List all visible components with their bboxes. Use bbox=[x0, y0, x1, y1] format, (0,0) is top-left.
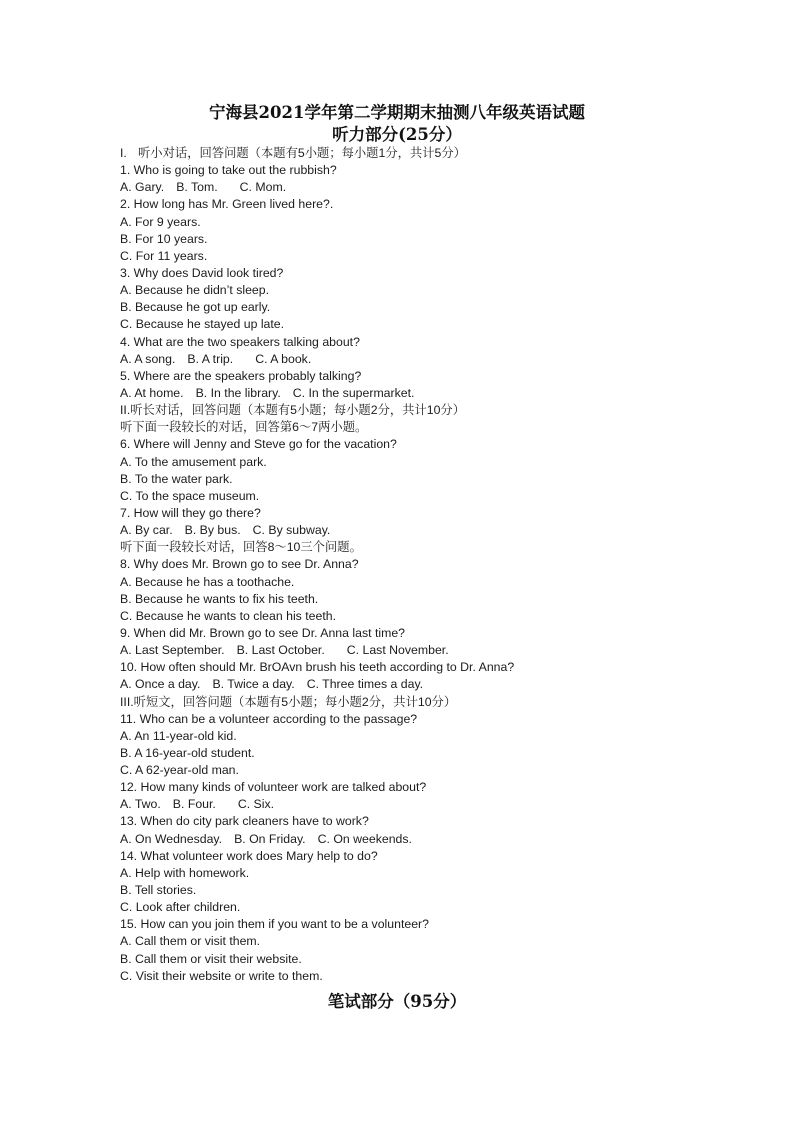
option-b: B. On Friday. bbox=[234, 831, 306, 846]
question-6: 6. Where will Jenny and Steve go for the vacation? bbox=[120, 437, 397, 452]
option-b: B. Call them or visit their website. bbox=[120, 951, 302, 966]
option-b: B. Twice a day. bbox=[212, 677, 295, 692]
option-a: A. A song. bbox=[120, 351, 176, 366]
option-a: A. Because he has a toothache. bbox=[120, 574, 295, 589]
option-c: C. For 11 years. bbox=[120, 248, 208, 263]
section-3-instruction: III.听短文，回答问题（本题有5小题；每小题2分，共计10分） bbox=[120, 694, 457, 709]
question-9: 9. When did Mr. Brown go to see Dr. Anna last time? bbox=[120, 625, 406, 640]
listening-questions bbox=[120, 145, 760, 985]
option-b: B. A 16-year-old student. bbox=[120, 745, 255, 760]
question-1-options bbox=[120, 179, 760, 196]
option-a: A. Once a day. bbox=[120, 677, 201, 692]
listening-section-title: 听力部分(25分） bbox=[332, 125, 462, 144]
question-7-options bbox=[120, 522, 760, 539]
question-2: 2. How long has Mr. Green lived here?. bbox=[120, 197, 334, 212]
option-b: B. Tom. bbox=[176, 180, 218, 195]
question-5-options bbox=[120, 385, 760, 402]
option-c: C. A 62-year-old man. bbox=[120, 763, 239, 778]
option-c: C. By subway. bbox=[252, 523, 331, 538]
option-a: A. Two. bbox=[120, 797, 161, 812]
option-a: A. For 9 years. bbox=[120, 214, 201, 229]
option-a: A. To the amusement park. bbox=[120, 454, 267, 469]
writing-section-title: 笔试部分（95分） bbox=[327, 992, 467, 1011]
question-14: 14. What volunteer work does Mary help to do? bbox=[120, 848, 378, 863]
question-4: 4. What are the two speakers talking about? bbox=[120, 334, 360, 349]
option-c: C. On weekends. bbox=[317, 831, 412, 846]
section-2-instruction: II.听长对话，回答问题（本题有5小题；每小题2分，共计10分） bbox=[120, 403, 466, 418]
option-a: A. Help with homework. bbox=[120, 865, 250, 880]
question-15: 15. How can you join them if you want to be a volunteer? bbox=[120, 917, 429, 932]
section-1-numeral: I. bbox=[120, 146, 127, 160]
option-a: A. Because he didn’t sleep. bbox=[120, 283, 270, 298]
question-12: 12. How many kinds of volunteer work are talked about? bbox=[120, 780, 427, 795]
option-c: C. Because he stayed up late. bbox=[120, 317, 285, 332]
option-b: B. By bus. bbox=[184, 523, 241, 538]
option-b: B. For 10 years. bbox=[120, 231, 208, 246]
option-a: A. On Wednesday. bbox=[120, 831, 223, 846]
section-2-note-2: 听下面一段较长对话，回答8～10三个问题。 bbox=[120, 540, 362, 555]
section-2-note-1: 听下面一段较长的对话，回答第6～7两小题。 bbox=[120, 420, 368, 435]
option-c: C. Visit their website or write to them. bbox=[120, 968, 323, 983]
option-c: C. A book. bbox=[255, 351, 312, 366]
question-3: 3. Why does David look tired? bbox=[120, 265, 284, 280]
question-9-options bbox=[120, 642, 760, 659]
question-5: 5. Where are the speakers probably talking? bbox=[120, 368, 362, 383]
option-b: B. Because he wants to fix his teeth. bbox=[120, 591, 319, 606]
question-13: 13. When do city park cleaners have to work? bbox=[120, 814, 369, 829]
option-c: C. Three times a day. bbox=[306, 677, 424, 692]
option-b: B. Last October. bbox=[236, 643, 325, 658]
option-b: B. Four. bbox=[172, 797, 216, 812]
option-a: A. Call them or visit them. bbox=[120, 934, 261, 949]
option-a: A. At home. bbox=[120, 385, 184, 400]
question-11: 11. Who can be a volunteer according to the passage? bbox=[120, 711, 418, 726]
option-a: A. An 11-year-old kid. bbox=[120, 728, 237, 743]
option-c: C. In the supermarket. bbox=[292, 385, 415, 400]
option-a: A. Gary. bbox=[120, 180, 165, 195]
option-c: C. Six. bbox=[237, 797, 275, 812]
question-4-options bbox=[120, 351, 760, 368]
question-7: 7. How will they go there? bbox=[120, 505, 261, 520]
option-c: C. Last November. bbox=[346, 643, 449, 658]
question-12-options bbox=[120, 796, 760, 813]
section-1-instruction bbox=[120, 145, 760, 162]
option-a: A. Last September. bbox=[120, 643, 225, 658]
exam-title: 宁海县2021学年第二学期期末抽测八年级英语试题 bbox=[209, 103, 585, 122]
option-b: B. In the library. bbox=[195, 385, 281, 400]
question-8: 8. Why does Mr. Brown go to see Dr. Anna? bbox=[120, 557, 359, 572]
option-c: C. Look after children. bbox=[120, 900, 241, 915]
option-a: A. By car. bbox=[120, 523, 173, 538]
section-1-text: 听小对话，回答问题（本题有5小题；每小题1分，共计5分） bbox=[138, 146, 466, 160]
option-c: C. Because he wants to clean his teeth. bbox=[120, 608, 337, 623]
question-13-options bbox=[120, 831, 760, 848]
option-b: B. To the water park. bbox=[120, 471, 233, 486]
option-b: B. Because he got up early. bbox=[120, 300, 271, 315]
option-b: B. A trip. bbox=[187, 351, 234, 366]
question-10-options bbox=[120, 676, 760, 693]
option-b: B. Tell stories. bbox=[120, 883, 197, 898]
option-c: C. Mom. bbox=[239, 180, 287, 195]
question-10: 10. How often should Mr. BrOAvn brush his teeth according to Dr. Anna? bbox=[120, 660, 515, 675]
option-c: C. To the space museum. bbox=[120, 488, 260, 503]
question-1: 1. Who is going to take out the rubbish? bbox=[120, 163, 337, 178]
